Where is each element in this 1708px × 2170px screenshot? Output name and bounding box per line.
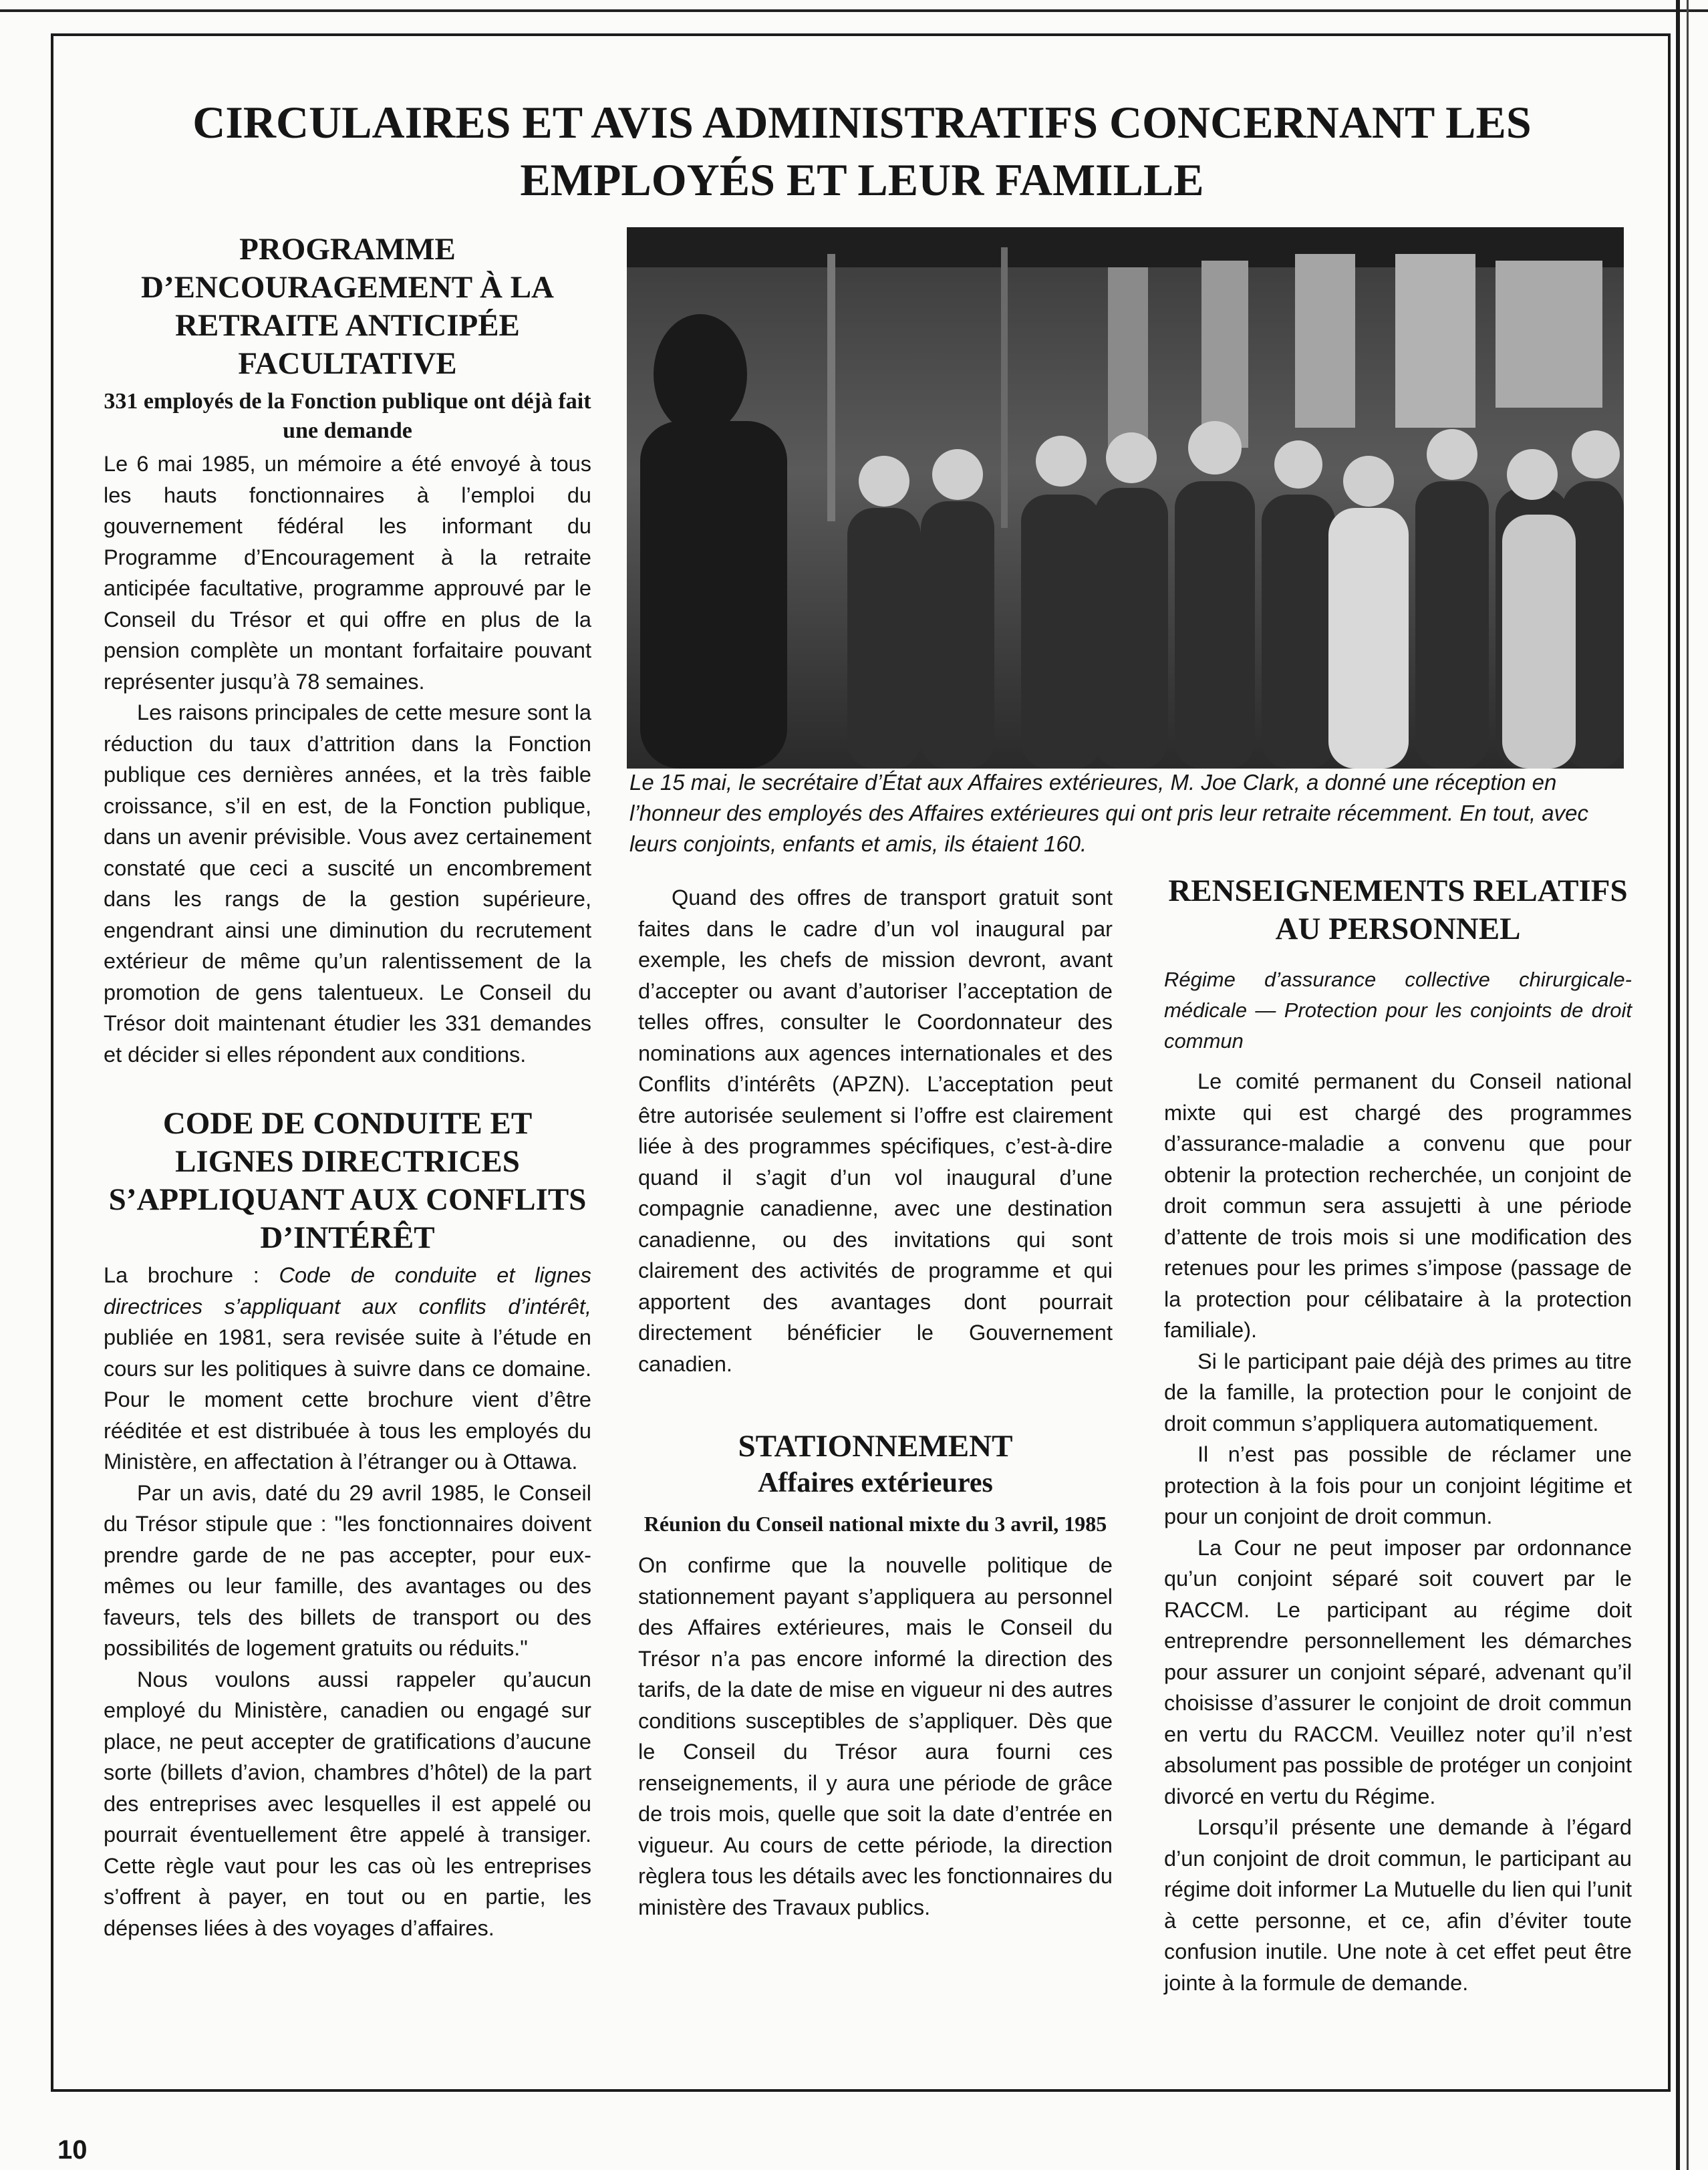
reception-photo-image bbox=[627, 227, 1624, 769]
code-heading: CODE DE CONDUITE ET LIGNES DIRECTRICES S’APPLIQUANT AUX CONFLITS D’INTÉRÊT bbox=[108, 1106, 587, 1255]
insurance-lead: Régime d’assurance collective chirurgicale-médicale — Protection pour les conjoints de droit commun bbox=[1164, 968, 1632, 1053]
brochure-title: Code de conduite et lignes directrices s’appliquant aux conflits d’intérêt, bbox=[104, 1263, 591, 1319]
transport-paragraph: Quand des offres de transport gratuit sont faites dans le cadre d’un vol inaugural par exemple, les chefs de mission devront, avant d’accepter ou avant d’autoriser l’acceptation de telles offres, consulter le Coordonnateur des nominations aux agences internationales et des Conflits d’intérêts (APZN). L’acceptation peut être autorisée seulement si l’offre est clairement liée à des programmes spécifiques, c’est-à-dire quand il s’agit d’un vol inaugural d’une compagnie canadienne, avec une destination canadienne, ou des invitations qui sont clairement des activités de programme et qui apportent des avantages dont pourrait directement bénéficier le Gouvernement canadien. bbox=[638, 886, 1113, 1376]
renseignements-paragraph-4: La Cour ne peut imposer par ordonnance qu’un conjoint séparé soit couvert par le RACCM. Le participant au régime doit entreprendre personnellement les démarches pour assurer un conjoint séparé, advenant qu’il choisisse d’assurer le conjoint de droit commun en vertu du RACCM. Veuillez noter qu’il n’est absolument pas possible de protéger un conjoint divorcé en vertu du Régime. bbox=[1164, 1535, 1632, 1808]
renseignements-paragraph-3: Il n’est pas possible de réclamer une protection à la fois pour un conjoint légitime et pour un conjoint de droit commun. bbox=[1164, 1442, 1632, 1528]
code-p1-prefix: La brochure : bbox=[104, 1263, 279, 1287]
programme-paragraph-2: Les raisons principales de cette mesure sont la réduction du taux d’attrition dans la Fonction publique ces dernières années, et la très faible croissance, s’il en est, de la Fonction publique, dans un avenir prévisible. Vous avez certainement constaté que ceci a suscité un encombrement dans les rangs de la gestion supérieure, engendrant ainsi une diminution du recrutement extérieur de même qu’un ralentissement de la promotion de gens talentueux. Le Conseil du Trésor doit maintenant étudier les 331 demandes et décider si elles répondent aux conditions. bbox=[104, 700, 591, 1067]
programme-subheading: 331 employés de la Fonction publique ont déjà fait une demande bbox=[104, 389, 591, 443]
reception-photo bbox=[627, 227, 1624, 769]
photo-caption: Le 15 mai, le secrétaire d’État aux Affaires extérieures, M. Joe Clark, a donné une réception en l’honneur des employés des Affaires extérieures qui ont pris leur retraite récemment. En tout, avec leurs conjoints, enfants et amis, ils étaient 160. bbox=[629, 770, 1588, 856]
page-number: 10 bbox=[57, 2135, 88, 2165]
stationnement-paragraph: On confirme que la nouvelle politique de stationnement payant s’appliquera au personnel des Affaires extérieures, mais le Conseil du Trésor n’a pas encore informé la direction des tarifs, de la date de mise en vigueur ni des autres conditions susceptibles de s’appliquer. Dès que le Conseil du Trésor aura fourni ces renseignements, il y aura une période de grâce de trois mois, quelle que soit la date d’entrée en vigueur. Au cours de cette période, la direction règlera tous les détails avec les fonctionnaires du ministère des Travaux publics. bbox=[638, 1553, 1113, 1919]
programme-paragraph-1: Le 6 mai 1985, un mémoire a été envoyé à tous les hauts fonctionnaires à l’emploi du gouvernement fédéral les informant du Programme d’Encouragement à la retraite anticipée facultative, programme approuvé par le Conseil du Trésor et qui offre en plus de la pension complète un montant forfaitaire pouvant représenter jusqu’à 78 semaines. bbox=[104, 452, 591, 694]
stationnement-heading: STATIONNEMENT bbox=[738, 1429, 1013, 1464]
column-right bbox=[1164, 872, 1632, 1998]
code-paragraph-2: Par un avis, daté du 29 avril 1985, le Conseil du Trésor stipule que : "les fonctionnaires doivent prendre garde de ne pas accepter, pour eux-mêmes ou leur famille, des avantages ou des faveurs, tels des billets de transport ou des possibilités de logement gratuits ou réduits." bbox=[104, 1480, 591, 1660]
top-rule bbox=[0, 9, 1708, 12]
renseignements-heading: RENSEIGNEMENTS RELATIFS AU PERSONNEL bbox=[1168, 873, 1628, 946]
binding-edge-inner bbox=[1687, 0, 1689, 2170]
code-p1-rest: publiée en 1981, sera revisée suite à l’étude en cours sur les politiques à suivre dans ce domaine. Pour le moment cette brochure vient d’être rééditée et est distribuée à tous les employés du Ministère, en affectation à l’étranger ou à Ottawa. bbox=[104, 1325, 591, 1474]
meeting-reference: Réunion du Conseil national mixte du 3 avril, 1985 bbox=[644, 1512, 1107, 1536]
renseignements-paragraph-2: Si le participant paie déjà des primes au titre de la famille, la protection pour le conjoint de droit commun s’appliquera automatiquement. bbox=[1164, 1349, 1632, 1436]
renseignements-paragraph-5: Lorsqu’il présente une demande à l’égard d’un conjoint de droit commun, le participant au régime doit informer La Mutuelle du lien qui l’unit à cette personne, et ce, afin d’éviter toute confusion inutile. Une note à cet effet peut être jointe à la formule de demande. bbox=[1164, 1815, 1632, 1995]
page-title: CIRCULAIRES ET AVIS ADMINISTRATIFS CONCERNANT LES EMPLOYÉS ET LEUR FAMILLE bbox=[192, 97, 1532, 205]
binding-edge bbox=[1676, 0, 1680, 2170]
column-left bbox=[104, 231, 591, 1943]
column-middle bbox=[638, 882, 1113, 1923]
stationnement-subheading: Affaires extérieures bbox=[758, 1468, 993, 1498]
renseignements-paragraph-1: Le comité permanent du Conseil national mixte qui est chargé des programmes d’assurance-maladie a convenu que pour obtenir la protection recherchée, un conjoint de droit commun sera assujetti à une période d’attente de trois mois si une modification des retenues pour les primes s’impose (passage de la protection pour célibataire à la protection familiale). bbox=[1164, 1069, 1632, 1342]
code-paragraph-3: Nous voulons aussi rappeler qu’aucun employé du Ministère, canadien ou engagé sur place, ne peut accepter de gratifications d’aucune sorte (billets d’avion, chambres d’hôtel) de la part des entreprises avec lesquelles il est appelé ou pourrait éventuellement être appelé à transiger. Cette règle vaut pour les cas où les entreprises s’offrent à payer, en tout ou en partie, les dépenses liées à des voyages d’affaires. bbox=[104, 1667, 591, 1940]
code-paragraph-1 bbox=[104, 1260, 591, 1478]
programme-heading: PROGRAMME D’ENCOURAGEMENT À LA RETRAITE ANTICIPÉE FACULTATIVE bbox=[141, 232, 554, 381]
